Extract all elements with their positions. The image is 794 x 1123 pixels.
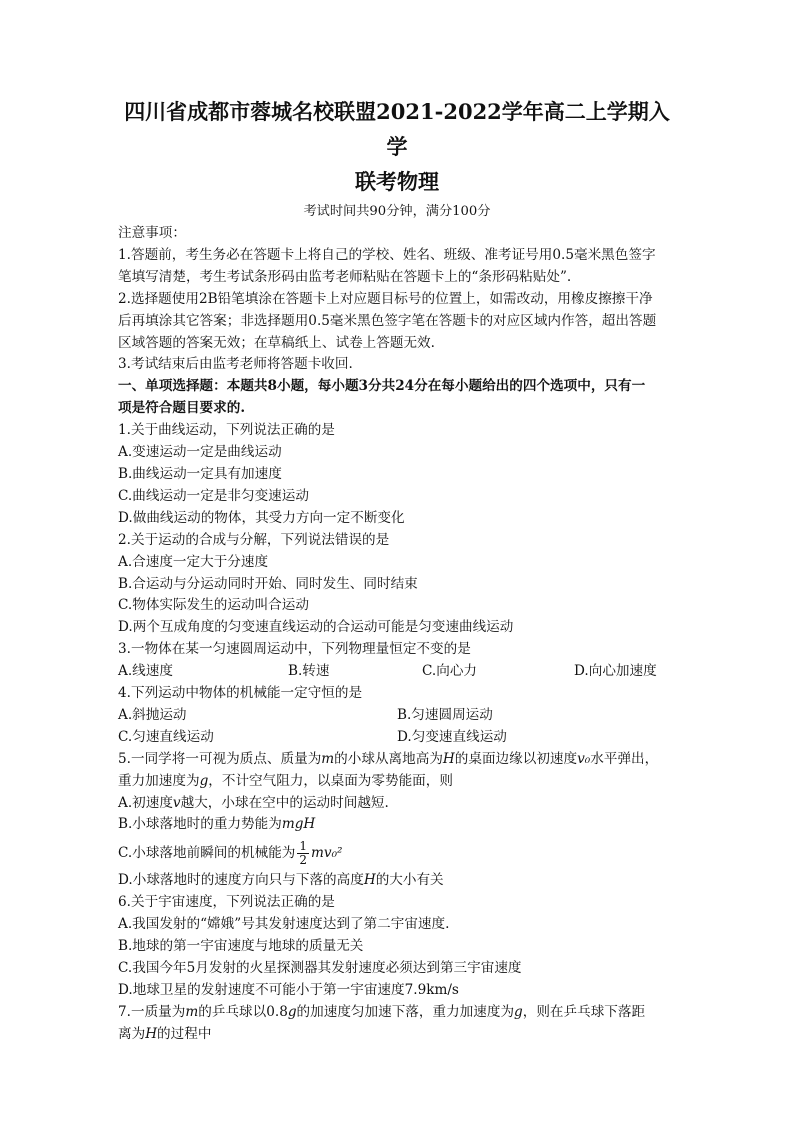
var-mgh: mgH xyxy=(281,816,316,833)
exam-title-line2: 联考物理 xyxy=(355,169,439,194)
q4-stem: 4.下列运动中物体的机械能一定守恒的是 xyxy=(118,685,363,702)
var-h: H xyxy=(442,750,455,767)
q5-option-d-text: 的大小有关 xyxy=(375,872,444,889)
q3-options xyxy=(118,661,676,683)
q2-option-d: D.两个互成角度的匀变速直线运动的合运动可能是匀变速曲线运动 xyxy=(118,619,514,636)
q2-option-c: C.物体实际发生的运动叫合运动 xyxy=(118,597,309,614)
q1-option-c: C.曲线运动一定是非匀变速运动 xyxy=(118,487,309,504)
var-g: g xyxy=(514,1003,523,1020)
note-3: 3.考试结束后由监考老师将答题卡收回. xyxy=(118,356,353,373)
q3-option-c: C.向心力 xyxy=(422,663,478,680)
note-2b: 后再填涂其它答案；非选择题用0.5毫米黑色签字笔在答题卡的对应区域内作答，超出答题 xyxy=(118,312,657,329)
q5-option-a-text: A.初速度 xyxy=(118,794,173,811)
note-1a: 1.答题前，考生务必在答题卡上将自己的学校、姓名、班级、准考证号用0.5毫米黑色签字 xyxy=(118,246,656,263)
q5-option-a-text: 越大，小球在空中的运动时间越短. xyxy=(180,794,389,811)
q6-stem: 6.关于宇宙速度，下列说法正确的是 xyxy=(118,894,335,911)
q1-option-b: B.曲线运动一定具有加速度 xyxy=(118,465,282,482)
q5-option-b xyxy=(118,814,676,836)
q5-stem-line2 xyxy=(118,771,676,793)
exam-info: 考试时间共90分钟，满分100分 xyxy=(303,204,491,219)
q1-option-d: D.做曲线运动的物体，其受力方向一定不断变化 xyxy=(118,509,405,526)
q2-option-b: B.合运动与分运动同时开始、同时发生、同时结束 xyxy=(118,575,418,592)
q3-option-a: A.线速度 xyxy=(118,663,173,680)
q5-option-c xyxy=(118,836,676,870)
q2-option-a: A.合速度一定大于分速度 xyxy=(118,553,269,570)
var-g: g xyxy=(287,1003,297,1020)
q2-stem: 2.关于运动的合成与分解，下列说法错误的是 xyxy=(118,531,390,548)
fraction-denominator: 2 xyxy=(299,853,308,868)
section1-heading-b: 项是符合题目要求的. xyxy=(118,400,246,417)
q5-stem-text: 重力加速度为 xyxy=(118,772,200,789)
q4-option-a: A.斜抛运动 xyxy=(118,706,187,723)
q6-option-b: B.地球的第一宇宙速度与地球的质量无关 xyxy=(118,938,364,955)
q5-option-d-text: D.小球落地时的速度方向只与下落的高度 xyxy=(118,872,364,889)
q3-stem: 3.一物体在某一匀速圆周运动中，下列物理量恒定不变的是 xyxy=(118,641,471,658)
var-v: v xyxy=(172,794,181,811)
q1-stem: 1.关于曲线运动，下列说法正确的是 xyxy=(118,422,335,439)
q5-option-d xyxy=(118,870,676,892)
section1-heading-a: 一、单项选择题：本题共8小题，每小题3分共24分在每小题给出的四个选项中，只有一 xyxy=(118,378,646,395)
q3-option-d: D.向心加速度 xyxy=(574,663,657,680)
q5-stem-text: 的桌面边缘以初速度 xyxy=(454,750,578,767)
q7-stem-text: ，则在乒乓球下落距 xyxy=(522,1003,646,1020)
q4-options-row1 xyxy=(118,705,676,727)
q7-stem-line1 xyxy=(118,1002,676,1024)
q5-stem-text: 水平弹出， xyxy=(590,750,659,767)
q4-options-row2 xyxy=(118,727,676,749)
q5-stem-line1 xyxy=(118,749,676,771)
q6-option-a: A.我国发射的“嫦娥”号其发射速度达到了第二宇宙速度. xyxy=(118,916,450,933)
q5-stem-text: 5.一同学将一可视为质点、质量为 xyxy=(118,750,322,767)
q7-stem-text: 7.一质量为 xyxy=(118,1003,186,1020)
q7-stem-text: 的乒乓球以0.8 xyxy=(198,1003,288,1020)
q1-option-a: A.变速运动一定是曲线运动 xyxy=(118,444,282,461)
q4-option-d: D.匀变速直线运动 xyxy=(397,728,507,745)
q7-stem-text: 的加速度匀加速下落，重力加速度为 xyxy=(296,1003,515,1020)
q5-stem-text: ，不计空气阻力，以桌面为零势能面，则 xyxy=(208,772,453,789)
q6-option-c: C.我国今年5月发射的火星探测器其发射速度必须达到第三宇宙速度 xyxy=(118,960,522,976)
q3-option-b: B.转速 xyxy=(288,663,330,680)
q5-option-b-text: B.小球落地时的重力势能为 xyxy=(118,816,282,833)
note-2a: 2.选择题使用2B铅笔填涂在答题卡上对应题目标号的位置上，如需改动，用橡皮擦擦干净 xyxy=(118,290,653,307)
q5-option-c-text: C.小球落地前瞬间的机械能为 xyxy=(118,845,296,862)
q5-stem-text: 的小球从离地高为 xyxy=(334,750,443,767)
var-mv0-squared: mv₀² xyxy=(311,845,343,862)
var-h: H xyxy=(145,1025,158,1042)
note-2c: 区域答题的答案无效；在草稿纸上、试卷上答题无效. xyxy=(118,334,435,351)
q7-stem-line2 xyxy=(118,1024,676,1046)
var-m: m xyxy=(321,750,335,767)
q4-option-b: B.匀速圆周运动 xyxy=(397,706,493,723)
note-1b: 笔填写清楚，考生考试条形码由监考老师粘贴在答题卡上的“条形码粘贴处”. xyxy=(118,268,572,285)
q5-option-a xyxy=(118,793,676,815)
fraction-one-half xyxy=(297,840,309,867)
var-h: H xyxy=(363,872,376,889)
q6-option-d-value: 7.9km/s xyxy=(404,981,459,998)
var-v0: v₀ xyxy=(577,750,591,767)
q7-stem-text: 的过程中 xyxy=(157,1025,212,1042)
var-g: g xyxy=(199,772,209,789)
q6-option-d-text: D.地球卫星的发射速度不可能小于第一宇宙速度 xyxy=(118,981,405,998)
exam-title-line1: 四川省成都市蓉城名校联盟2021-2022学年高二上学期入学 xyxy=(124,99,670,159)
q7-stem-text: 离为 xyxy=(118,1025,146,1042)
fraction-numerator: 1 xyxy=(299,839,308,854)
var-m: m xyxy=(185,1003,199,1020)
notes-heading: 注意事项： xyxy=(118,225,186,241)
q6-option-d xyxy=(118,980,676,1002)
q4-option-c: C.匀速直线运动 xyxy=(118,728,214,745)
